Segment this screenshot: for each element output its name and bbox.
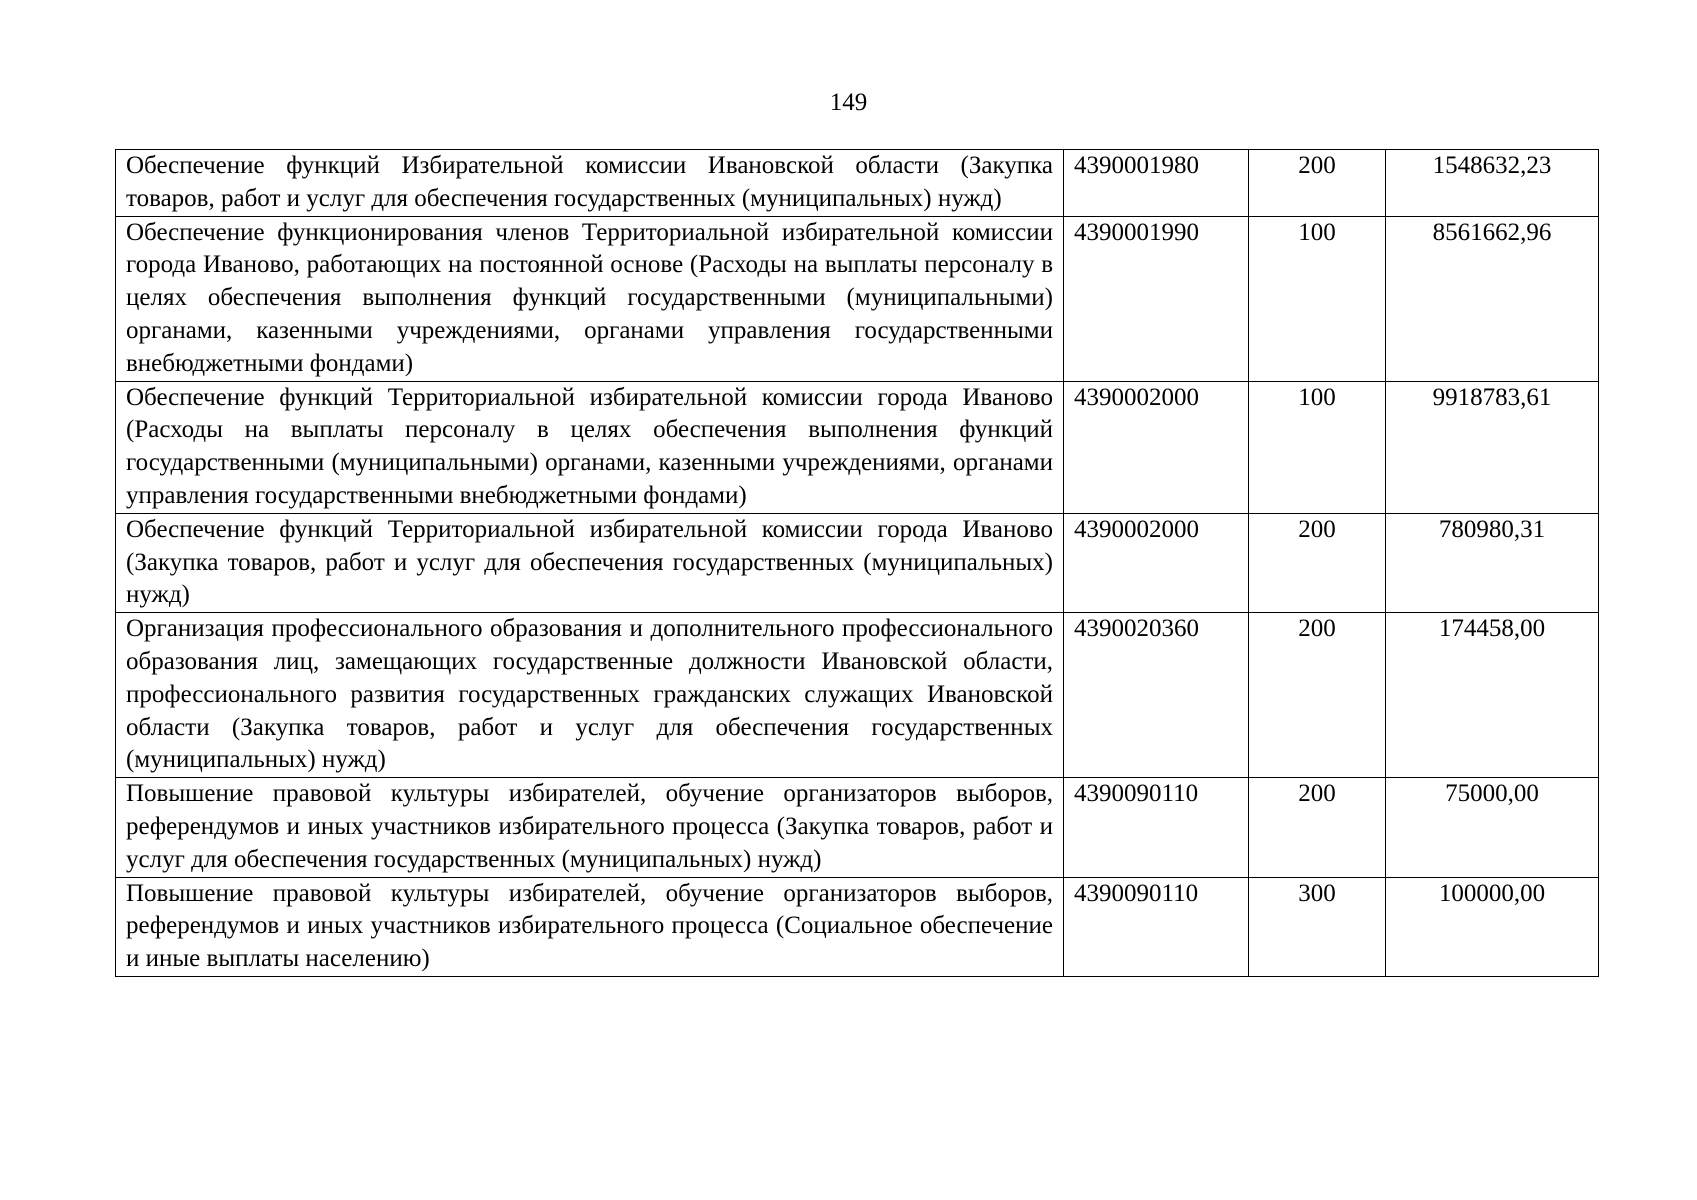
target-article-code: 4390002000 [1064, 513, 1249, 612]
target-article-code: 4390020360 [1064, 613, 1249, 778]
amount: 75000,00 [1386, 778, 1599, 877]
table-row [116, 381, 1599, 513]
amount: 100000,00 [1386, 877, 1599, 976]
table-row [116, 877, 1599, 976]
budget-table-body [116, 150, 1599, 977]
expense-description: Повышение правовой культуры избирателей, обучение организаторов выборов, референдумов и иных участников избирательного процесса (Закупка товаров, работ и услуг для обеспечения государственных (муниципальных) нужд) [116, 778, 1064, 877]
target-article-code: 4390090110 [1064, 877, 1249, 976]
target-article-code: 4390001980 [1064, 150, 1249, 217]
page-number: 149 [829, 89, 868, 116]
target-article-code: 4390002000 [1064, 381, 1249, 513]
expense-description: Обеспечение функций Территориальной избирательной комиссии города Иваново (Закупка товаров, работ и услуг для обеспечения государственных (муниципальных) нужд) [116, 513, 1064, 612]
amount: 780980,31 [1386, 513, 1599, 612]
expense-description: Обеспечение функционирования членов Территориальной избирательной комиссии города Иваново, работающих на постоянной основе (Расходы на выплаты персоналу в целях обеспечения выполнения функций государственными (муниципальными) органами, казенными учреждениями, органами управления государственными внебюджетными фондами) [116, 216, 1064, 381]
amount: 8561662,96 [1386, 216, 1599, 381]
budget-table [115, 149, 1599, 977]
expense-description: Организация профессионального образования и дополнительного профессионального образования лиц, замещающих государственные должности Ивановской области, профессионального развития государственных гражданских служащих Ивановской области (Закупка товаров, работ и услуг для обеспечения государственных (муниципальных) нужд) [116, 613, 1064, 778]
table-row [116, 513, 1599, 612]
target-article-code: 4390090110 [1064, 778, 1249, 877]
amount: 9918783,61 [1386, 381, 1599, 513]
expense-type-code: 300 [1249, 877, 1386, 976]
expense-type-code: 100 [1249, 216, 1386, 381]
table-row [116, 778, 1599, 877]
target-article-code: 4390001990 [1064, 216, 1249, 381]
expense-description: Обеспечение функций Территориальной избирательной комиссии города Иваново (Расходы на выплаты персоналу в целях обеспечения выполнения функций государственными (муниципальными) органами, казенными учреждениями, органами управления государственными внебюджетными фондами) [116, 381, 1064, 513]
expense-type-code: 200 [1249, 613, 1386, 778]
expense-type-code: 100 [1249, 381, 1386, 513]
table-row [116, 150, 1599, 217]
expense-type-code: 200 [1249, 513, 1386, 612]
expense-type-code: 200 [1249, 150, 1386, 217]
amount: 1548632,23 [1386, 150, 1599, 217]
expense-description: Обеспечение функций Избирательной комиссии Ивановской области (Закупка товаров, работ и услуг для обеспечения государственных (муниципальных) нужд) [116, 150, 1064, 217]
table-row [116, 216, 1599, 381]
expense-description: Повышение правовой культуры избирателей, обучение организаторов выборов, референдумов и иных участников избирательного процесса (Социальное обеспечение и иные выплаты населению) [116, 877, 1064, 976]
expense-type-code: 200 [1249, 778, 1386, 877]
amount: 174458,00 [1386, 613, 1599, 778]
table-row [116, 613, 1599, 778]
